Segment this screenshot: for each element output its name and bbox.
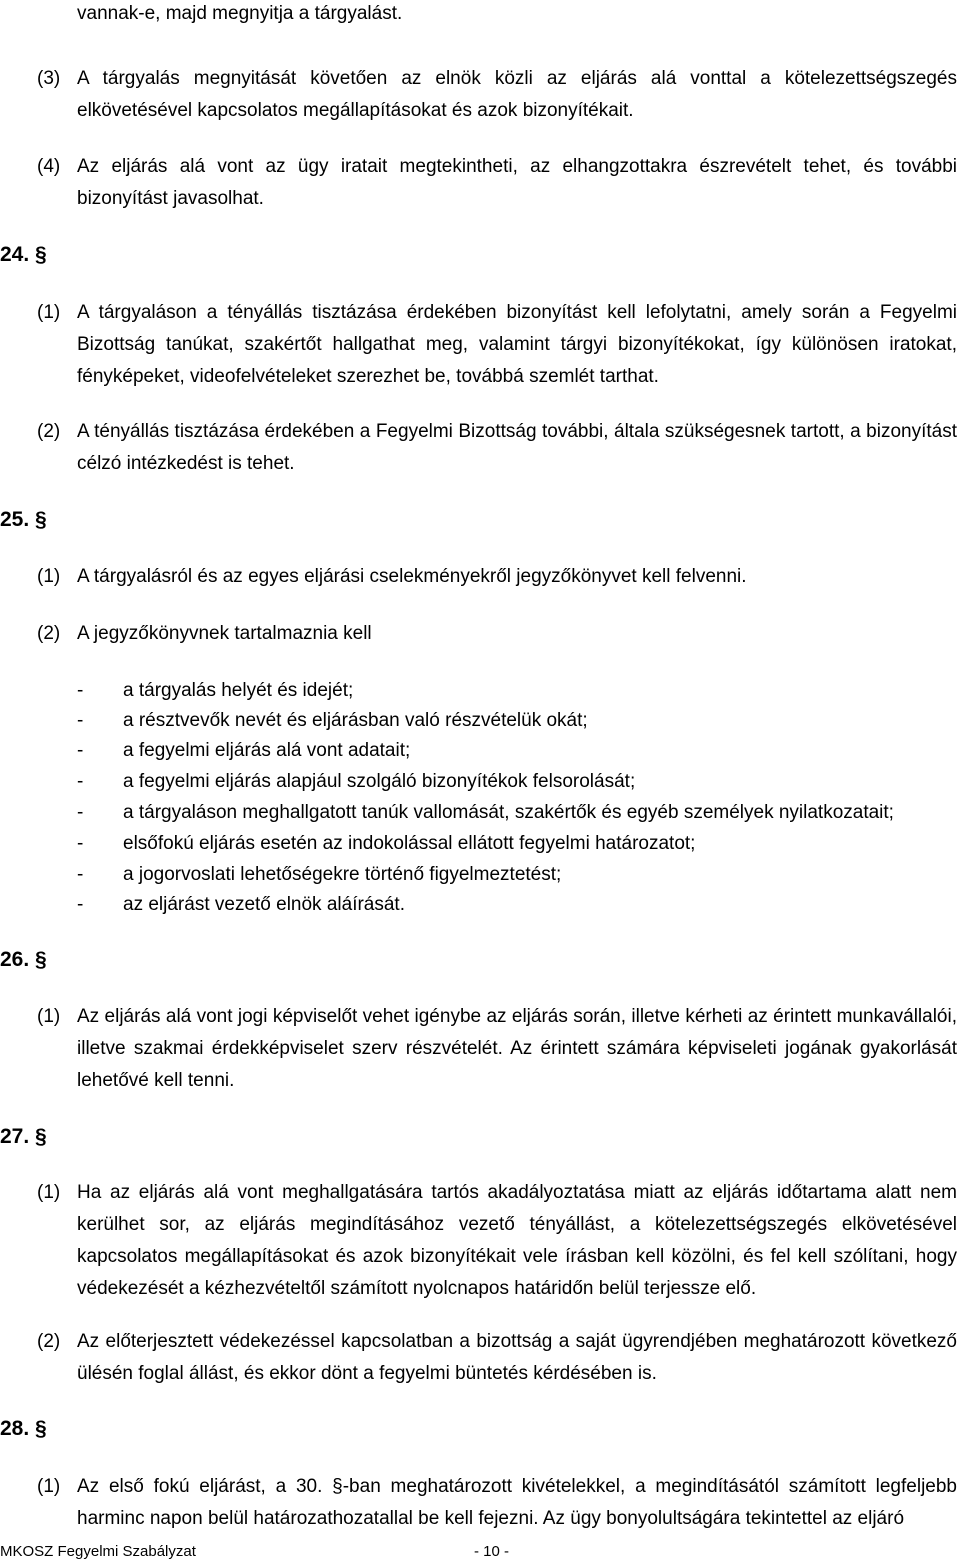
list-item-text: elsőfokú eljárás esetén az indokolással ellátott fegyelmi határozatot; xyxy=(123,833,696,854)
list-item xyxy=(77,890,405,920)
section-heading-26: 26. § xyxy=(0,948,47,971)
dash-marker: - xyxy=(77,740,84,761)
list-item-text: a résztvevők nevét és eljárásban való részvételük okát; xyxy=(123,710,588,731)
dash-marker: - xyxy=(77,894,84,915)
dash-marker: - xyxy=(77,680,84,701)
list-item xyxy=(77,736,410,766)
paragraph-27-1 xyxy=(37,1177,957,1305)
dash-marker: - xyxy=(77,710,84,731)
dash-marker: - xyxy=(77,864,84,885)
paragraph-number: (4) xyxy=(37,156,61,177)
paragraph-25-1 xyxy=(37,561,957,593)
paragraph-text: Az eljárás alá vont az ügy iratait megtekintheti, az elhangzottakra észrevételt tehet, és további bizonyítást javasolhat. xyxy=(77,156,957,209)
paragraph-text: Ha az eljárás alá vont meghallgatására tartós akadályoztatása miatt az eljárás időtartama alatt nem kerülhet sor, az eljárás megindításához vezető tényállást, a kötelezettségszegés elkövetésével kapcsolatos megállapításokat és azok bizonyítékait vele írásban kell közölni, és fel kell szólítani, hogy védekezését a kézhezvételtől számított nyolcnapos határidőn belül terjessze elő. xyxy=(77,1182,957,1299)
paragraph-23-3 xyxy=(37,63,957,127)
paragraph-number: (1) xyxy=(37,302,61,323)
footer-doc-title: MKOSZ Fegyelmi Szabályzat xyxy=(0,1543,196,1560)
continuation-line: vannak-e, majd megnyitja a tárgyalást. xyxy=(77,3,403,24)
dash-marker: - xyxy=(77,833,84,854)
section-heading-27: 27. § xyxy=(0,1125,47,1148)
paragraph-text: Az első fokú eljárást, a 30. §-ban meghatározott kivételekkel, a megindításától számított legfeljebb harminc napon belül határozathozatallal be kell fejezni. Az ügy bonyolultságára tekintettel az eljáró xyxy=(77,1476,957,1529)
paragraph-26-1 xyxy=(37,1001,957,1097)
paragraph-text: A tárgyalás megnyitását követően az elnök közli az eljárás alá vonttal a kötelezettségszegés elkövetésével kapcsolatos megállapításokat és azok bizonyítékait. xyxy=(77,68,957,121)
paragraph-number: (1) xyxy=(37,1006,61,1027)
list-item xyxy=(77,706,588,736)
section-heading-25: 25. § xyxy=(0,508,47,531)
paragraph-25-2 xyxy=(37,618,957,650)
paragraph-text: Az előterjesztett védekezéssel kapcsolatban a bizottság a saját ügyrendjében meghatározott következő ülésén foglal állást, és ekkor dönt a fegyelmi büntetés kérdésében is. xyxy=(77,1331,957,1384)
paragraph-text: A tárgyalásról és az egyes eljárási cselekményekről jegyzőkönyvet kell felvenni. xyxy=(77,566,747,587)
paragraph-number: (1) xyxy=(37,1182,61,1203)
list-item-text: a tárgyaláson meghallgatott tanúk vallomását, szakértők és egyéb személyek nyilatkozatait; xyxy=(123,802,894,823)
paragraph-text: A tárgyaláson a tényállás tisztázása érdekében bizonyítást kell lefolytatni, amely során a Fegyelmi Bizottság tanúkat, szakértőt hallgathat meg, valamint tárgyi bizonyítékokat, így különösen iratokat, fényképeket, videofelvételeket szerezhet be, továbbá szemlét tarthat. xyxy=(77,302,957,387)
paragraph-28-1 xyxy=(37,1471,957,1535)
paragraph-text: A jegyzőkönyvnek tartalmaznia kell xyxy=(77,623,372,644)
list-item xyxy=(77,860,561,890)
list-item xyxy=(77,829,695,859)
paragraph-text: Az eljárás alá vont jogi képviselőt vehet igénybe az eljárás során, illetve kérheti az érintett munkavállalói, illetve szakmai érdekképviselet szerv részvételét. Az érintett számára képviseleti jogának gyakorlását lehetővé kell tenni. xyxy=(77,1006,957,1091)
section-heading-24: 24. § xyxy=(0,243,47,266)
list-item xyxy=(77,676,353,706)
dash-marker: - xyxy=(77,771,84,792)
list-item-text: a fegyelmi eljárás alapjául szolgáló bizonyítékok felsorolását; xyxy=(123,771,636,792)
list-item xyxy=(77,798,894,828)
paragraph-number: (3) xyxy=(37,68,61,89)
paragraph-24-2 xyxy=(37,416,957,480)
paragraph-27-2 xyxy=(37,1326,957,1390)
paragraph-number: (2) xyxy=(37,623,61,644)
paragraph-number: (2) xyxy=(37,421,61,442)
footer-page-number: - 10 - xyxy=(474,1543,510,1560)
paragraph-23-4 xyxy=(37,151,957,215)
section-heading-28: 28. § xyxy=(0,1417,47,1440)
list-item-text: a jogorvoslati lehetőségekre történő figyelmeztetést; xyxy=(123,864,562,885)
paragraph-number: (2) xyxy=(37,1331,61,1352)
paragraph-number: (1) xyxy=(37,1476,61,1497)
paragraph-text: A tényállás tisztázása érdekében a Fegyelmi Bizottság további, általa szükségesnek tartott, a bizonyítást célzó intézkedést is tehet. xyxy=(77,421,957,474)
list-item-text: a tárgyalás helyét és idejét; xyxy=(123,680,354,701)
paragraph-24-1 xyxy=(37,297,957,393)
list-item-text: az eljárást vezető elnök aláírását. xyxy=(123,894,405,915)
list-item-text: a fegyelmi eljárás alá vont adatait; xyxy=(123,740,411,761)
dash-marker: - xyxy=(77,802,84,823)
paragraph-number: (1) xyxy=(37,566,61,587)
list-item xyxy=(77,767,635,797)
